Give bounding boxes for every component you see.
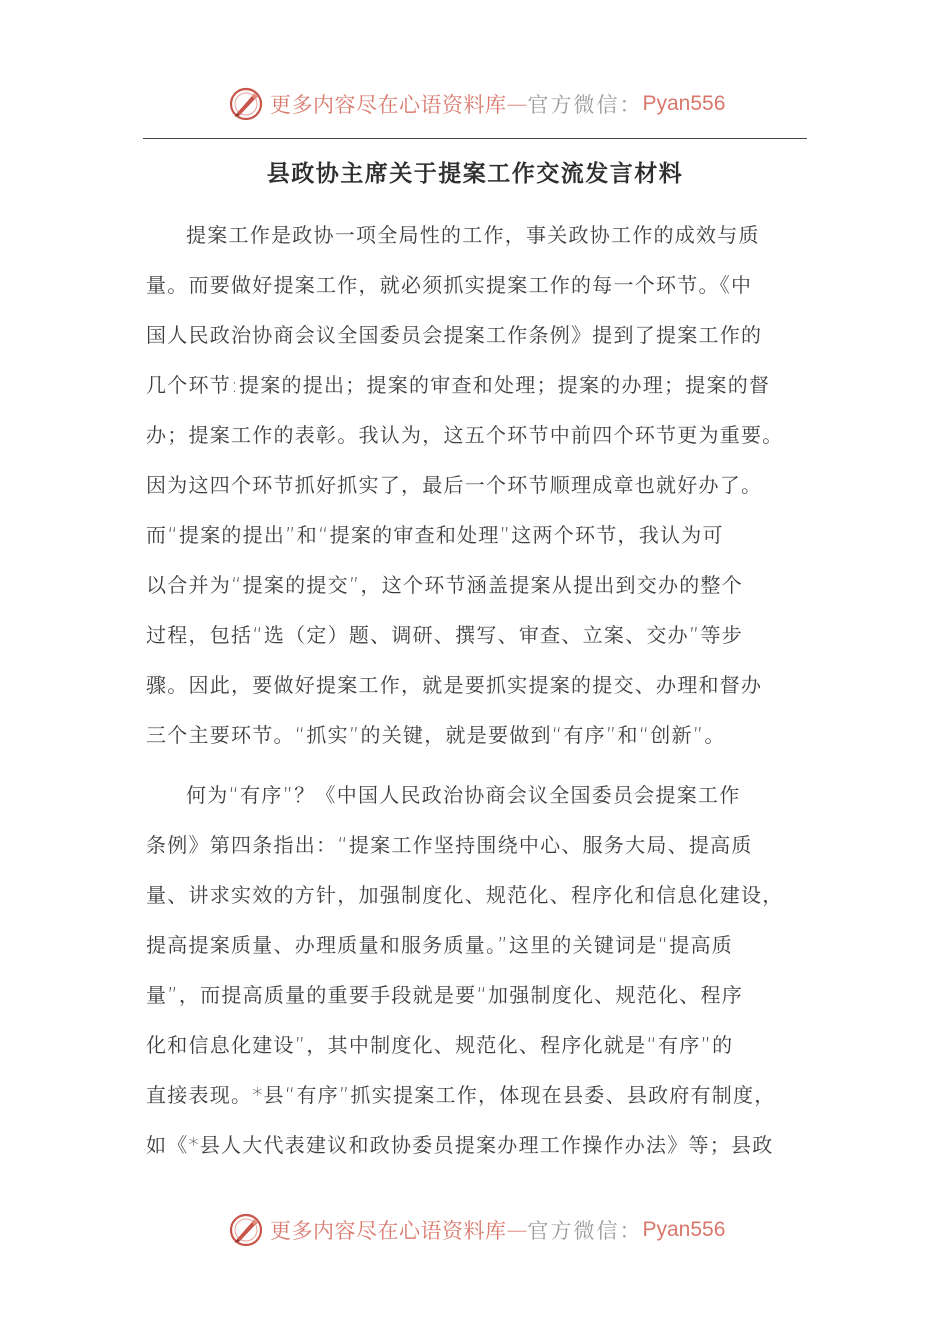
text-line: 如《*县人大代表建议和政协委员提案办理工作操作办法》等；县政 bbox=[146, 1133, 774, 1157]
banner-text: 更多内容尽在心语资料库 bbox=[270, 1219, 507, 1243]
banner-dash: — bbox=[506, 1218, 528, 1242]
text-line: 几个环节:提案的提出；提案的审查和处理；提案的办理；提案的督 bbox=[146, 373, 771, 397]
paragraph-1 bbox=[146, 210, 810, 760]
document-title: 县政协主席关于提案工作交流发言材料 bbox=[266, 160, 684, 187]
text-line: 量、讲求实效的方针，加强制度化、规范化、程序化和信息化建设， bbox=[146, 883, 784, 907]
banner-content bbox=[228, 84, 725, 124]
text-line: 以合并为“提案的提交”，这个环节涵盖提案从提出到交办的整个 bbox=[146, 573, 743, 597]
text-line: 三个主要环节。“抓实”的关键，就是要做到“有序”和“创新”。 bbox=[146, 723, 726, 747]
text-line: 因为这四个环节抓好抓实了，最后一个环节顺理成章也就好办了。 bbox=[146, 473, 763, 497]
banner-wechat-id: Pyan556 bbox=[642, 92, 726, 115]
banner-text: 更多内容尽在心语资料库 bbox=[270, 93, 507, 117]
text-line: 提高提案质量、办理质量和服务质量。”这里的关键词是“提高质 bbox=[146, 933, 733, 957]
banner-dash: — bbox=[506, 92, 528, 116]
pen-logo-icon bbox=[228, 1212, 264, 1248]
banner-wechat-label: 官方微信： bbox=[527, 1219, 643, 1243]
text-line: 国人民政治协商会议全国委员会提案工作条例》提到了提案工作的 bbox=[146, 323, 763, 347]
text-line: 量”，而提高质量的重要手段就是要“加强制度化、规范化、程序 bbox=[146, 983, 743, 1007]
text-line: 量。而要做好提案工作，就必须抓实提案工作的每一个环节。《中 bbox=[146, 273, 753, 297]
banner-wechat-label: 官方微信： bbox=[527, 93, 643, 117]
text-line: 过程，包括“选（定）题、调研、撰写、审查、立案、交办”等步 bbox=[146, 623, 743, 647]
pen-logo-icon bbox=[228, 86, 264, 122]
text-line: 直接表现。*县“有序”抓实提案工作，体现在县委、县政府有制度， bbox=[146, 1083, 776, 1107]
text-line: 而“提案的提出”和“提案的审查和处理”这两个环节，我认为可 bbox=[146, 523, 724, 547]
header-banner bbox=[0, 84, 950, 124]
text-line: 办；提案工作的表彰。我认为，这五个环节中前四个环节更为重要。 bbox=[146, 423, 784, 447]
paragraph-2 bbox=[146, 770, 810, 1170]
text-line: 条例》第四条指出：“提案工作坚持围绕中心、服务大局、提高质 bbox=[146, 833, 753, 857]
text-line: 骤。因此，要做好提案工作，就是要抓实提案的提交、办理和督办 bbox=[146, 673, 763, 697]
footer-banner bbox=[0, 1210, 950, 1250]
text-line: 化和信息化建设”，其中制度化、规范化、程序化就是“有序”的 bbox=[146, 1033, 734, 1057]
header-divider bbox=[143, 138, 807, 139]
banner-content bbox=[228, 1210, 725, 1250]
text-line: 何为“有序”？《中国人民政治协商会议全国委员会提案工作 bbox=[186, 783, 741, 807]
banner-wechat-id: Pyan556 bbox=[642, 1218, 726, 1241]
text-line: 提案工作是政协一项全局性的工作，事关政协工作的成效与质 bbox=[186, 223, 760, 247]
